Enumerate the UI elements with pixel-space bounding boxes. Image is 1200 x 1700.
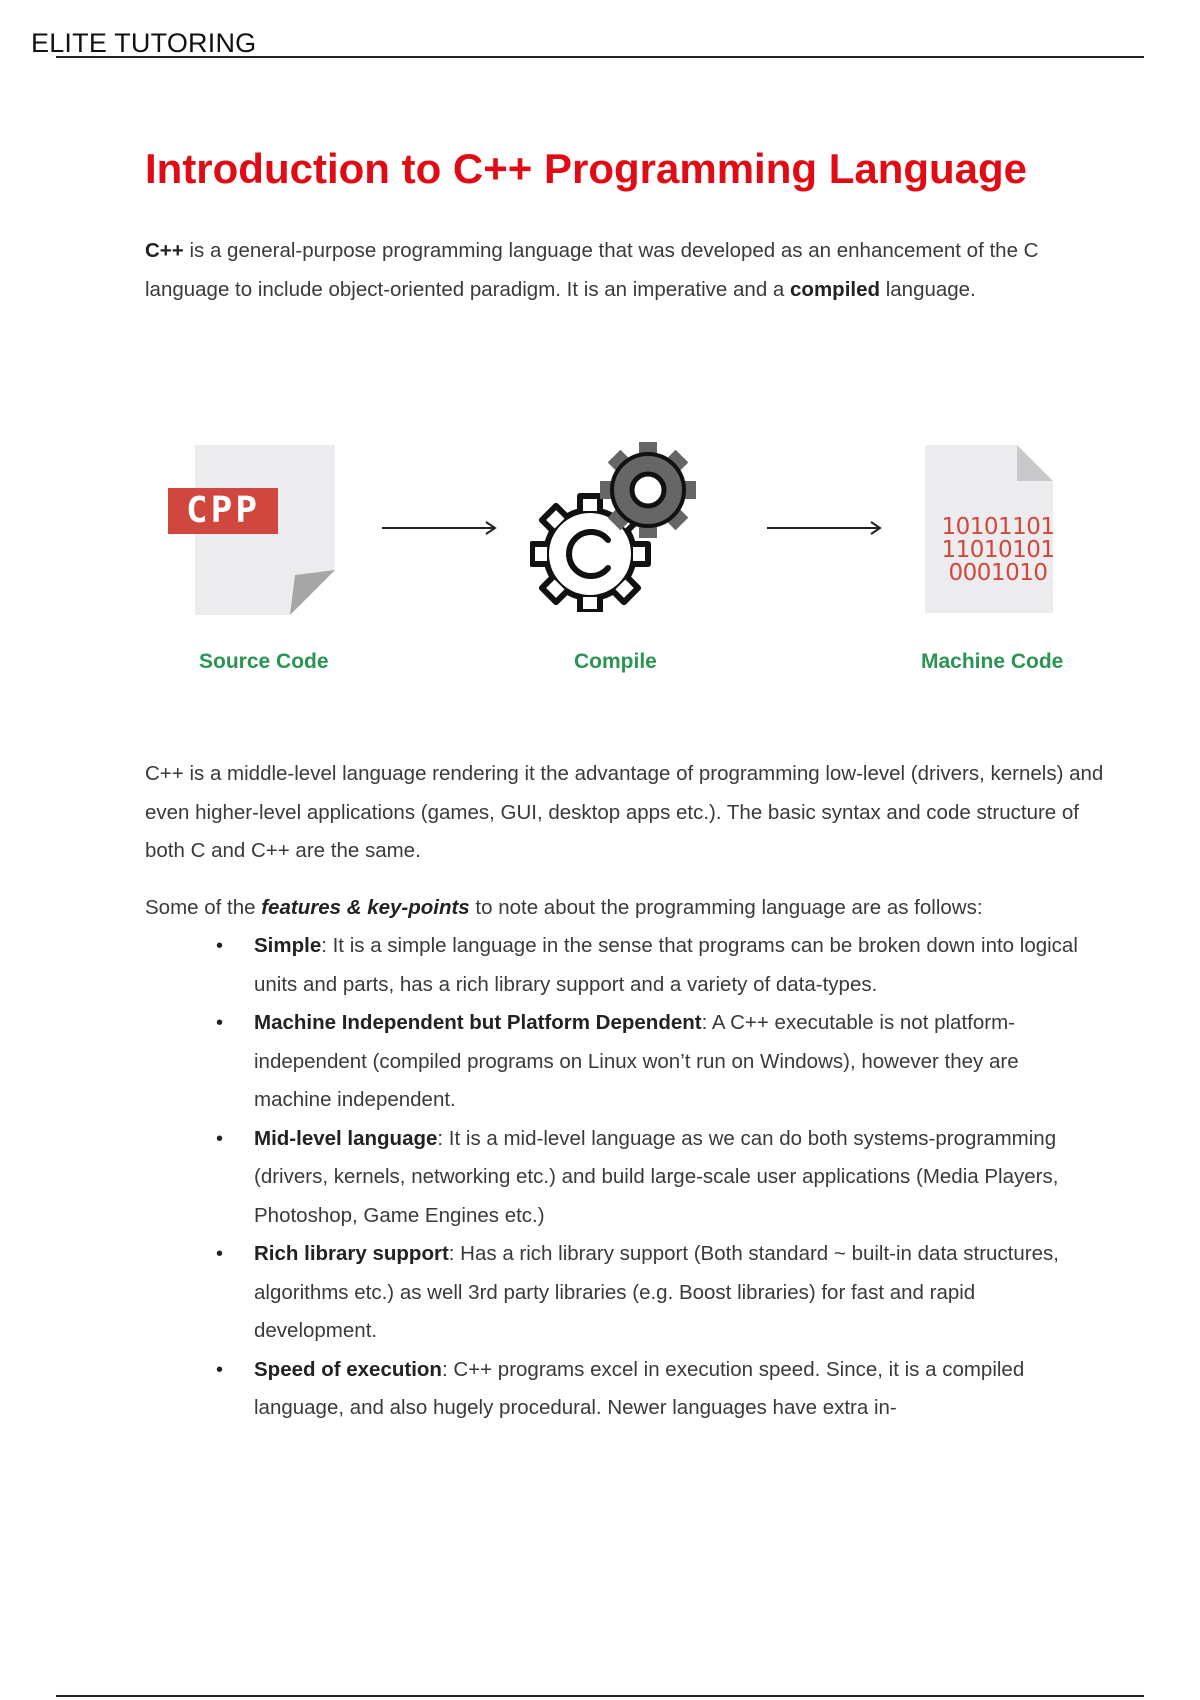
feature-term: Mid-level language <box>254 1126 438 1150</box>
binary-line: 10101101 <box>941 514 1055 540</box>
cpp-badge: CPP <box>168 488 278 534</box>
features-intro-start: Some of the <box>145 896 262 919</box>
intro-paragraph <box>145 232 1085 309</box>
list-item <box>216 1351 1084 1428</box>
intro-bold: compiled <box>790 277 881 301</box>
feature-text: : C++ programs excel in execution speed. Since, it is a compiled language, and also hugely procedural. Newer languages have extra in- <box>254 1357 1025 1419</box>
feature-text: : It is a simple language in the sense that programs can be broken down into logical units and parts, has a rich library support and a variety of data-types. <box>254 934 1078 996</box>
header-rule <box>56 56 1144 58</box>
list-item <box>216 927 1084 1004</box>
footer-rule <box>56 1695 1144 1697</box>
document-header: ELITE TUTORING <box>31 28 257 58</box>
middle-level-paragraph: C++ is a middle-level language rendering it the advantage of programming low-level (drivers, kernels) and even higher-level applications (games, GUI, desktop apps etc.). The basic syntax and code structure of both C and C++ are the same. <box>145 762 1104 862</box>
features-intro <box>145 889 1105 928</box>
bullet: • <box>216 1358 224 1381</box>
features-emphasis: features & key-points <box>261 896 470 919</box>
binary-line: 11010101 <box>941 537 1055 563</box>
caption-machine-code: Machine Code <box>921 650 1064 673</box>
feature-text: : Has a rich library support (Both standard ~ built-in data structures, algorithms etc.) as well 3rd party libraries (e.g. Boost libraries) for fast and rapid development. <box>254 1242 1059 1342</box>
arrow-right-icon <box>382 520 500 536</box>
feature-term: Rich library support <box>254 1242 449 1265</box>
bullet: • <box>216 1012 224 1034</box>
bullet: • <box>216 935 224 957</box>
feature-text: : It is a mid-level language as we can do both systems-programming (drivers, kernels, networking etc.) and build large-scale user applications (Media Players, Photoshop, Game Engines etc.) <box>254 1126 1059 1227</box>
feature-term: Machine Independent but Platform Dependent <box>254 1011 702 1034</box>
binary-digits <box>930 516 1066 585</box>
compile-diagram <box>150 400 1090 700</box>
features-list <box>216 927 1084 1428</box>
page-title: Introduction to C++ Programming Language <box>145 145 1028 192</box>
feature-text: : A C++ executable is not platform-independent (compiled programs on Linux won’t run on Windows), however they are machine independent. <box>254 1011 1019 1111</box>
bullet: • <box>216 1243 224 1265</box>
features-intro-end: to note about the programming language are as follows: <box>469 896 983 919</box>
list-item <box>216 1235 1084 1351</box>
feature-term: Simple <box>254 934 322 957</box>
arrow-right-icon <box>767 520 885 536</box>
bullet: • <box>216 1127 224 1150</box>
intro-text: is a general-purpose programming language that was developed as an enhancement of the C language to include object-oriented paradigm. It is an imperative and a <box>145 239 1039 301</box>
intro-term: C++ <box>145 239 184 262</box>
feature-term: Speed of execution <box>254 1357 442 1381</box>
binary-line: 0001010 <box>948 560 1048 586</box>
caption-compile: Compile <box>574 650 657 673</box>
caption-source-code: Source Code <box>199 650 329 673</box>
gears-icon <box>530 442 705 612</box>
intro-text-end: language. <box>880 277 976 301</box>
list-item <box>216 1120 1084 1236</box>
list-item <box>216 1004 1084 1120</box>
